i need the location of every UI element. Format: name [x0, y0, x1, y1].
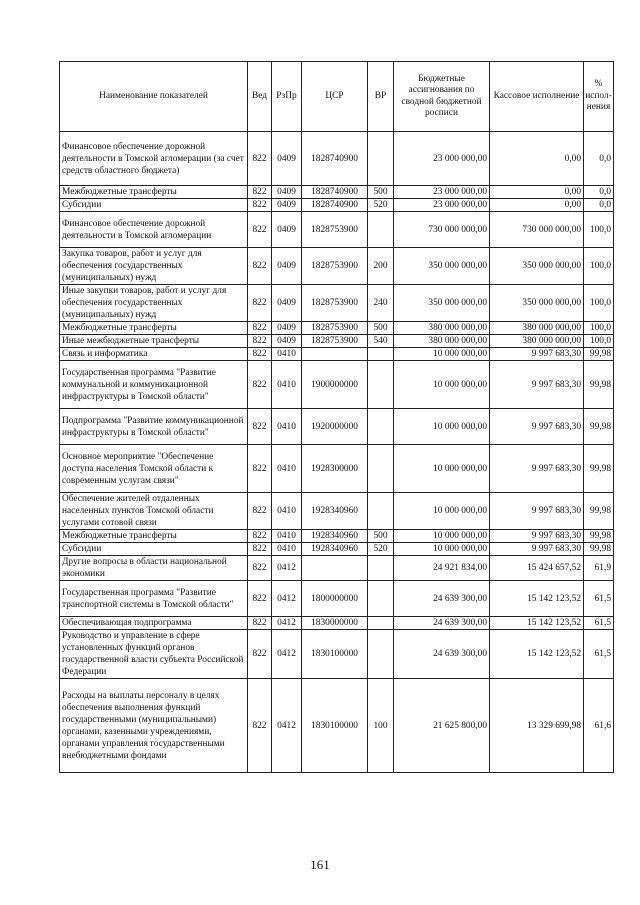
cell-name: Подпрограмма "Развитие коммуникационной инфраструктуры в Томской области"	[60, 409, 248, 445]
cell-pct: 99,98	[584, 543, 614, 556]
header-csr: ЦСР	[302, 62, 368, 132]
cell-rzpr: 0412	[272, 679, 302, 773]
cell-name: Основное мероприятие "Обеспечение доступа населения Томской области к современным услугам связи"	[60, 445, 248, 493]
cell-cash: 350 000 000,00	[490, 248, 584, 285]
cell-budget: 380 000 000,00	[394, 335, 490, 348]
cell-cash: 15 142 123,52	[490, 581, 584, 617]
cell-vr: 520	[368, 543, 394, 556]
cell-csr: 1800000000	[302, 581, 368, 617]
cell-csr: 1830000000	[302, 617, 368, 630]
cell-ved: 822	[248, 248, 272, 285]
cell-vr	[368, 445, 394, 493]
cell-vr: 240	[368, 285, 394, 322]
cell-name: Обеспечение жителей отдаленных населенных пунктов Томской области услугами сотовой связи	[60, 493, 248, 530]
cell-pct: 61,5	[584, 630, 614, 679]
cell-budget: 10 000 000,00	[394, 409, 490, 445]
table-row	[60, 285, 614, 322]
table-row	[60, 543, 614, 556]
cell-name: Обеспечивающая подпрограмма	[60, 617, 248, 630]
cell-cash: 9 997 683,30	[490, 348, 584, 361]
cell-ved: 822	[248, 285, 272, 322]
cell-ved: 822	[248, 679, 272, 773]
cell-budget: 10 000 000,00	[394, 530, 490, 543]
header-budget: Бюджетные ассигнования по сводной бюджетной росписи	[394, 62, 490, 132]
cell-csr: 1828740900	[302, 186, 368, 199]
cell-ved: 822	[248, 493, 272, 530]
cell-budget: 24 921 834,00	[394, 556, 490, 581]
cell-csr: 1828753900	[302, 248, 368, 285]
header-vr: ВР	[368, 62, 394, 132]
cell-vr: 500	[368, 530, 394, 543]
cell-name: Межбюджетные трансферты	[60, 186, 248, 199]
cell-pct: 99,98	[584, 348, 614, 361]
cell-vr	[368, 348, 394, 361]
cell-vr: 200	[368, 248, 394, 285]
cell-rzpr: 0410	[272, 348, 302, 361]
cell-pct: 99,98	[584, 445, 614, 493]
table-row	[60, 186, 614, 199]
table-row	[60, 348, 614, 361]
cell-pct: 100,0	[584, 322, 614, 335]
cell-rzpr: 0412	[272, 617, 302, 630]
cell-budget: 350 000 000,00	[394, 248, 490, 285]
table-row	[60, 132, 614, 186]
cell-pct: 61,9	[584, 556, 614, 581]
cell-name: Межбюджетные трансферты	[60, 322, 248, 335]
cell-budget: 10 000 000,00	[394, 445, 490, 493]
cell-cash: 0,00	[490, 132, 584, 186]
table-row	[60, 322, 614, 335]
cell-name: Межбюджетные трансферты	[60, 530, 248, 543]
cell-csr: 1830100000	[302, 679, 368, 773]
cell-pct: 100,0	[584, 248, 614, 285]
cell-vr	[368, 617, 394, 630]
cell-name: Связь и информатика	[60, 348, 248, 361]
cell-vr: 540	[368, 335, 394, 348]
cell-rzpr: 0410	[272, 543, 302, 556]
budget-document	[59, 61, 613, 773]
cell-budget: 10 000 000,00	[394, 543, 490, 556]
table-row	[60, 617, 614, 630]
cell-cash: 13 329 699,98	[490, 679, 584, 773]
cell-rzpr: 0409	[272, 285, 302, 322]
budget-table	[59, 61, 614, 773]
cell-rzpr: 0410	[272, 493, 302, 530]
cell-csr: 1928300000	[302, 445, 368, 493]
cell-pct: 99,98	[584, 409, 614, 445]
cell-name: Субсидии	[60, 543, 248, 556]
cell-rzpr: 0409	[272, 199, 302, 212]
cell-rzpr: 0409	[272, 248, 302, 285]
cell-pct: 99,98	[584, 361, 614, 409]
cell-vr: 500	[368, 186, 394, 199]
cell-rzpr: 0410	[272, 409, 302, 445]
cell-ved: 822	[248, 348, 272, 361]
cell-vr	[368, 409, 394, 445]
cell-cash: 9 997 683,30	[490, 530, 584, 543]
cell-csr: 1928340960	[302, 543, 368, 556]
cell-cash: 0,00	[490, 186, 584, 199]
cell-cash: 15 424 657,52	[490, 556, 584, 581]
table-row	[60, 445, 614, 493]
header-pct: % испол-нения	[584, 62, 614, 132]
cell-name: Руководство и управление в сфере установленных функций органов государственной власти субъекта Российской Федерации	[60, 630, 248, 679]
cell-cash: 380 000 000,00	[490, 322, 584, 335]
cell-name: Субсидии	[60, 199, 248, 212]
cell-name: Государственная программа "Развитие коммунальной и коммуникационной инфраструктуры в Томской области"	[60, 361, 248, 409]
cell-cash: 15 142 123,52	[490, 617, 584, 630]
cell-rzpr: 0409	[272, 132, 302, 186]
cell-pct: 61,5	[584, 581, 614, 617]
cell-name: Другие вопросы в области национальной экономики	[60, 556, 248, 581]
cell-vr	[368, 361, 394, 409]
cell-rzpr: 0412	[272, 556, 302, 581]
cell-name: Закупка товаров, работ и услуг для обеспечения государственных (муниципальных) нужд	[60, 248, 248, 285]
table-row	[60, 248, 614, 285]
table-row	[60, 581, 614, 617]
cell-name: Финансовое обеспечение дорожной деятельности в Томской агломерации (за счет средств областного бюджета)	[60, 132, 248, 186]
cell-budget: 24 639 300,00	[394, 617, 490, 630]
cell-pct: 100,0	[584, 285, 614, 322]
cell-csr: 1828753900	[302, 212, 368, 248]
cell-ved: 822	[248, 199, 272, 212]
table-row	[60, 409, 614, 445]
cell-cash: 15 142 123,52	[490, 630, 584, 679]
cell-cash: 9 997 683,30	[490, 493, 584, 530]
cell-vr: 100	[368, 679, 394, 773]
cell-budget: 380 000 000,00	[394, 322, 490, 335]
cell-csr	[302, 556, 368, 581]
cell-cash: 9 997 683,30	[490, 445, 584, 493]
cell-budget: 21 625 800,00	[394, 679, 490, 773]
cell-name: Иные закупки товаров, работ и услуг для обеспечения государственных (муниципальных) нужд	[60, 285, 248, 322]
cell-rzpr: 0409	[272, 212, 302, 248]
cell-vr	[368, 556, 394, 581]
cell-budget: 24 639 300,00	[394, 630, 490, 679]
table-row	[60, 556, 614, 581]
cell-rzpr: 0409	[272, 335, 302, 348]
header-row	[60, 62, 614, 132]
cell-csr	[302, 348, 368, 361]
cell-csr: 1900000000	[302, 361, 368, 409]
cell-cash: 350 000 000,00	[490, 285, 584, 322]
cell-cash: 0,00	[490, 199, 584, 212]
cell-name: Государственная программа "Развитие транспортной системы в Томской области"	[60, 581, 248, 617]
cell-budget: 23 000 000,00	[394, 199, 490, 212]
cell-pct: 99,98	[584, 530, 614, 543]
table-row	[60, 679, 614, 773]
cell-budget: 23 000 000,00	[394, 132, 490, 186]
cell-budget: 23 000 000,00	[394, 186, 490, 199]
header-ved: Вед	[248, 62, 272, 132]
header-cash: Кассовое исполнение	[490, 62, 584, 132]
cell-rzpr: 0409	[272, 186, 302, 199]
cell-vr	[368, 581, 394, 617]
cell-ved: 822	[248, 556, 272, 581]
cell-budget: 10 000 000,00	[394, 348, 490, 361]
cell-csr: 1830100000	[302, 630, 368, 679]
cell-csr: 1828753900	[302, 335, 368, 348]
cell-pct: 61,6	[584, 679, 614, 773]
cell-ved: 822	[248, 409, 272, 445]
table-body	[60, 132, 614, 773]
cell-csr: 1928340960	[302, 530, 368, 543]
table-row	[60, 212, 614, 248]
cell-rzpr: 0412	[272, 581, 302, 617]
cell-name: Расходы на выплаты персоналу в целях обеспечения выполнения функций государственными (муниципальными) органами, казенными учреждениями, органами управления государственными внебюджетными фондами	[60, 679, 248, 773]
cell-csr: 1920000000	[302, 409, 368, 445]
cell-ved: 822	[248, 212, 272, 248]
cell-pct: 61,5	[584, 617, 614, 630]
table-row	[60, 530, 614, 543]
page-number: 161	[310, 857, 330, 872]
cell-csr: 1828740900	[302, 199, 368, 212]
table-row	[60, 335, 614, 348]
cell-rzpr: 0410	[272, 445, 302, 493]
cell-csr: 1928340960	[302, 493, 368, 530]
cell-cash: 9 997 683,30	[490, 409, 584, 445]
cell-ved: 822	[248, 335, 272, 348]
cell-pct: 0,0	[584, 199, 614, 212]
cell-name: Иные межбюджетные трансферты	[60, 335, 248, 348]
cell-cash: 380 000 000,00	[490, 335, 584, 348]
cell-vr: 520	[368, 199, 394, 212]
header-name: Наименование показателей	[60, 62, 248, 132]
cell-vr	[368, 212, 394, 248]
cell-budget: 350 000 000,00	[394, 285, 490, 322]
cell-name: Финансовое обеспечение дорожной деятельности в Томской агломерации	[60, 212, 248, 248]
cell-cash: 9 997 683,30	[490, 543, 584, 556]
table-row	[60, 493, 614, 530]
cell-pct: 100,0	[584, 212, 614, 248]
cell-ved: 822	[248, 530, 272, 543]
cell-rzpr: 0410	[272, 530, 302, 543]
cell-ved: 822	[248, 445, 272, 493]
header-rzpr: РзПр	[272, 62, 302, 132]
cell-csr: 1828740900	[302, 132, 368, 186]
cell-ved: 822	[248, 132, 272, 186]
cell-budget: 24 639 300,00	[394, 581, 490, 617]
cell-budget: 10 000 000,00	[394, 361, 490, 409]
cell-vr	[368, 493, 394, 530]
cell-budget: 10 000 000,00	[394, 493, 490, 530]
cell-cash: 9 997 683,30	[490, 361, 584, 409]
cell-pct: 100,0	[584, 335, 614, 348]
cell-ved: 822	[248, 186, 272, 199]
cell-cash: 730 000 000,00	[490, 212, 584, 248]
cell-ved: 822	[248, 581, 272, 617]
cell-ved: 822	[248, 543, 272, 556]
cell-budget: 730 000 000,00	[394, 212, 490, 248]
cell-rzpr: 0410	[272, 361, 302, 409]
table-row	[60, 630, 614, 679]
table-row	[60, 199, 614, 212]
cell-vr: 500	[368, 322, 394, 335]
cell-pct: 99,98	[584, 493, 614, 530]
cell-vr	[368, 132, 394, 186]
cell-ved: 822	[248, 322, 272, 335]
cell-vr	[368, 630, 394, 679]
cell-pct: 0,0	[584, 132, 614, 186]
cell-csr: 1828753900	[302, 322, 368, 335]
cell-rzpr: 0409	[272, 322, 302, 335]
cell-csr: 1828753900	[302, 285, 368, 322]
cell-pct: 0,0	[584, 186, 614, 199]
cell-ved: 822	[248, 617, 272, 630]
cell-ved: 822	[248, 630, 272, 679]
cell-rzpr: 0412	[272, 630, 302, 679]
table-row	[60, 361, 614, 409]
cell-ved: 822	[248, 361, 272, 409]
